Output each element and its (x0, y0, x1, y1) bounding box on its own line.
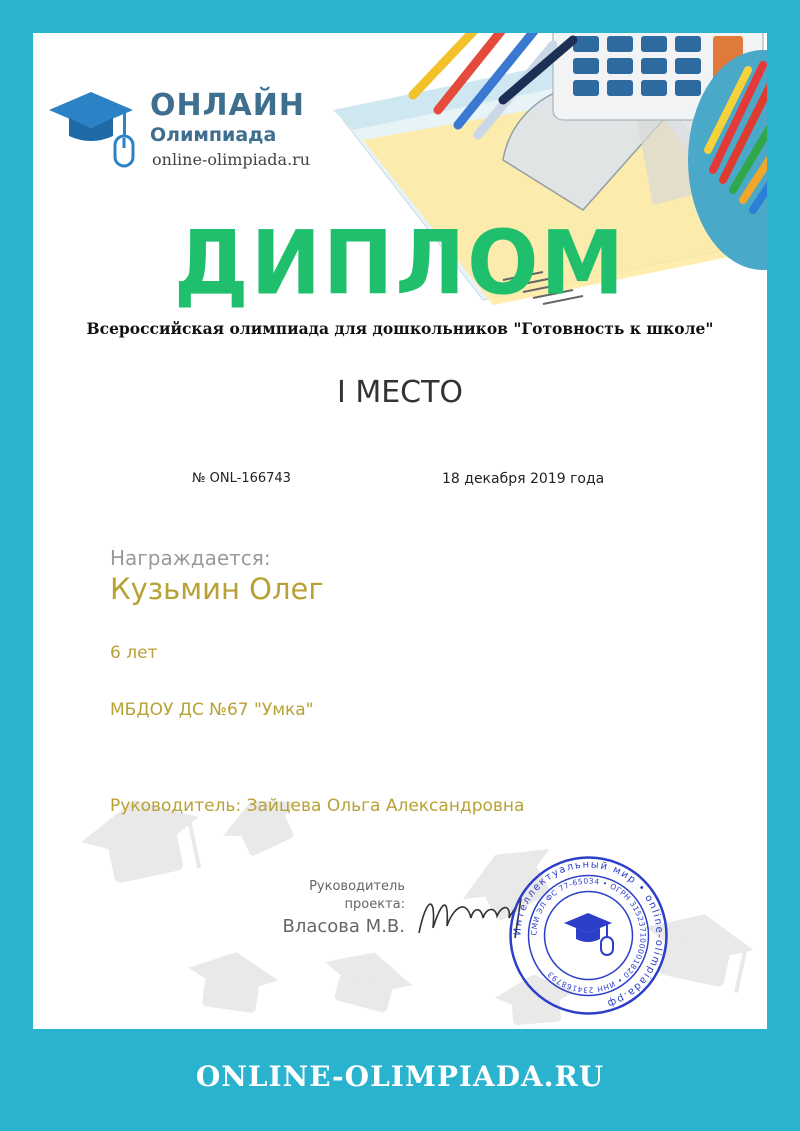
diploma-title: ДИПЛОМ (173, 211, 627, 315)
project-head-label-line1: Руководитель (309, 879, 405, 894)
logo-subtitle: Олимпиада (150, 124, 277, 146)
stamp-outer-text: Интеллектуальный мир • online-olimpiada.рф (512, 859, 665, 1010)
olympiad-name: Всероссийская олимпиада для дошкольников "Готовность к школе" (86, 319, 714, 338)
logo-title: ОНЛАЙН (150, 88, 305, 123)
recipient-name: Кузьмин Олег (110, 572, 324, 606)
logo-url: online-olimpiada.ru (152, 150, 311, 169)
stamp-cap-icon (564, 913, 613, 955)
official-stamp (506, 853, 671, 1018)
graduation-cap-mouse-icon (47, 88, 139, 168)
awarded-label: Награждается: (110, 546, 271, 570)
recipient-supervisor: Руководитель: Зайцева Ольга Александровна (110, 796, 525, 816)
recipient-age: 6 лет (110, 643, 158, 663)
place-award: I МЕСТО (336, 375, 464, 410)
diploma-sheet (33, 33, 767, 1029)
stamp-inner-text: СМИ ЭЛ ФС 77-65034 • ОГРН 315237100001820 • ИНН 234168793 (529, 876, 648, 995)
project-head-label (255, 878, 405, 914)
project-head-label-line2: проекта: (344, 897, 405, 912)
recipient-school: МБДОУ ДС №67 "Умка" (110, 700, 314, 720)
footer-site-url: ONLINE-OLIMPIADA.RU (195, 1060, 605, 1093)
diploma-number: № ONL-166743 (192, 471, 291, 486)
site-logo (47, 88, 347, 198)
project-head-name: Власова М.В. (282, 916, 405, 937)
diploma-date: 18 декабря 2019 года (442, 471, 605, 487)
